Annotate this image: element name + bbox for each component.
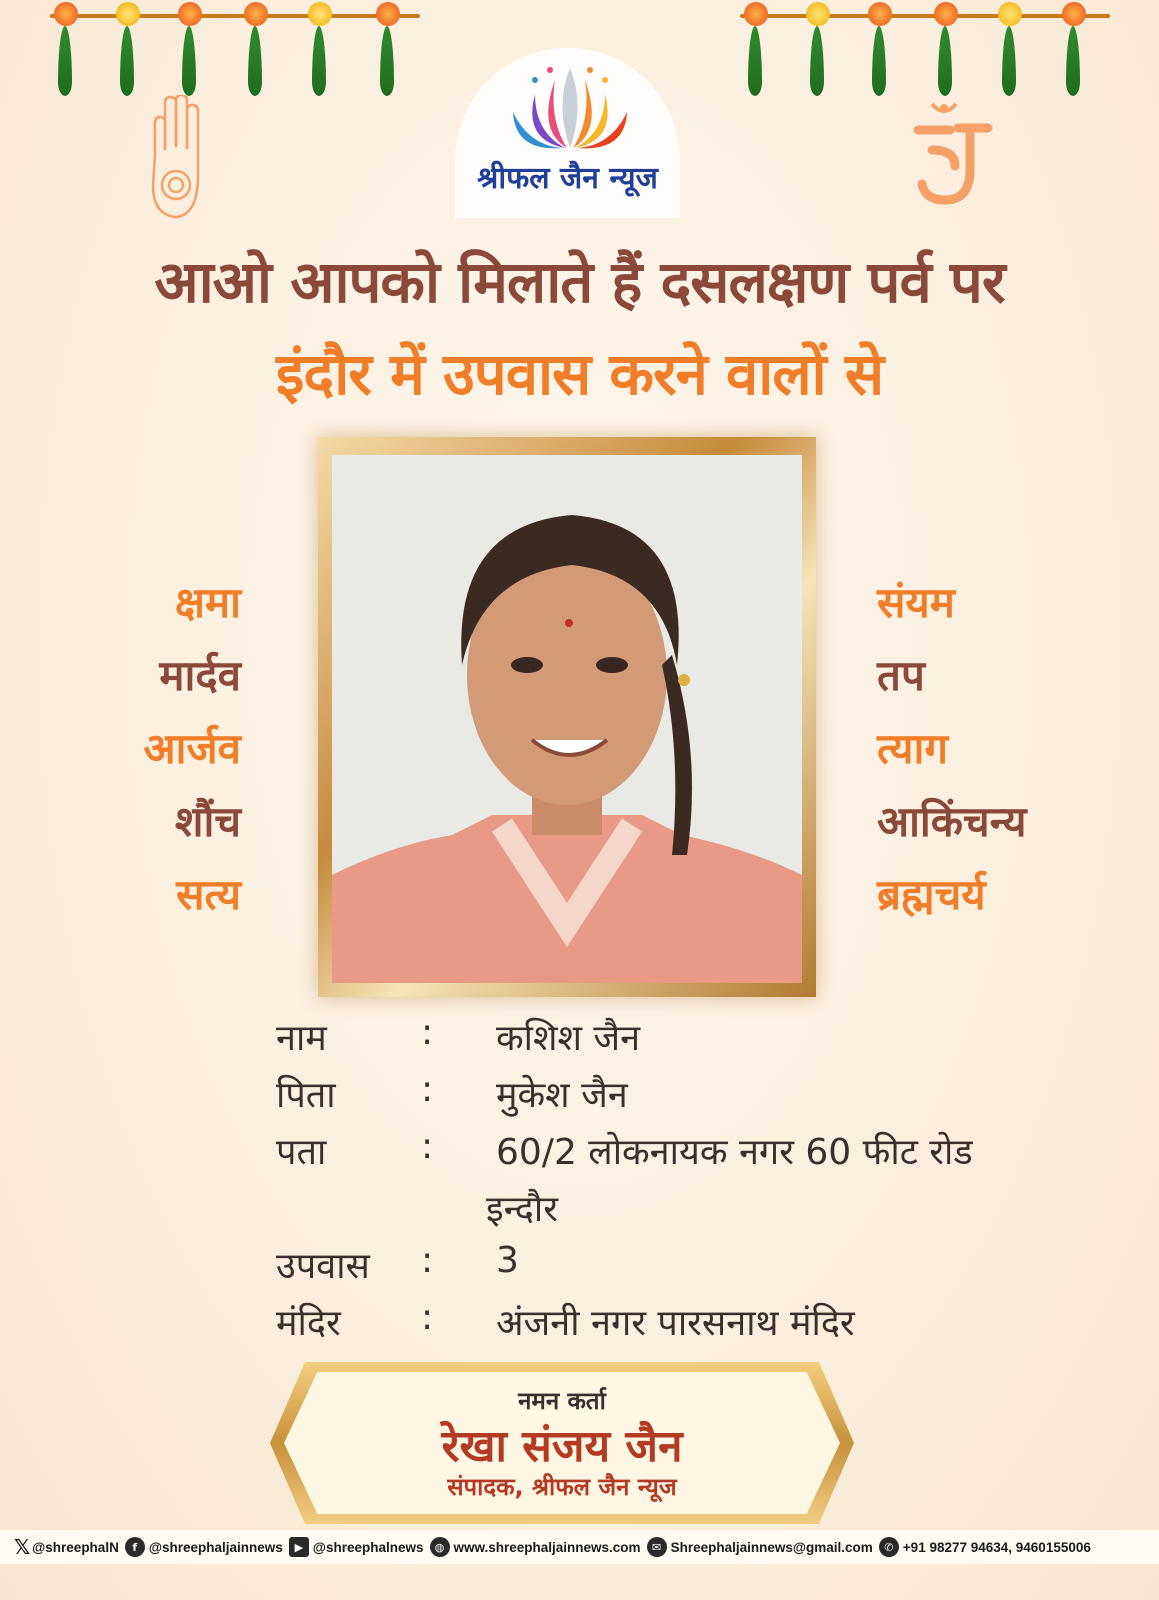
name-label: नाम <box>276 1018 327 1059</box>
logo-text: श्रीफल जैन न्यूज <box>477 161 658 196</box>
footer-twitter[interactable]: 𝕏 @shreephalN <box>14 1535 119 1559</box>
separator: : <box>421 1126 434 1167</box>
virtue-brahmacharya: ब्रह्मचर्य <box>877 870 986 919</box>
separator: : <box>421 1069 434 1110</box>
fast-value: 3 <box>496 1240 519 1281</box>
portrait-photo <box>332 455 802 983</box>
separator: : <box>421 1240 434 1281</box>
name-value: कशिश जैन <box>496 1018 641 1059</box>
temple-label: मंदिर <box>276 1303 341 1344</box>
mail-icon: ✉ <box>647 1537 667 1557</box>
address-label: पता <box>276 1132 327 1173</box>
separator: : <box>421 1012 434 1053</box>
plaque-name: रेखा संजय जैन <box>441 1421 683 1472</box>
father-label: पिता <box>276 1075 336 1116</box>
virtue-aarjav: आर्जव <box>143 724 241 773</box>
garland-left <box>50 0 420 110</box>
facebook-icon: f <box>125 1537 145 1557</box>
address-value-line-1: 60/2 लोकनायक नगर 60 फीट रोड <box>496 1132 973 1173</box>
virtue-kshama: क्षमा <box>174 578 241 627</box>
globe-icon: ◍ <box>430 1537 450 1557</box>
headline-line-1: आओ आपको मिलाते हैं दसलक्षण पर्व पर <box>154 248 1005 316</box>
detail-row-address-cont <box>276 1183 996 1239</box>
detail-row-temple <box>276 1297 996 1353</box>
detail-row-name <box>276 1012 996 1068</box>
fast-label: उपवास <box>276 1246 370 1287</box>
virtue-mardav: मार्दव <box>159 651 241 700</box>
brand-logo <box>455 48 680 208</box>
plaque-designation: संपादक, श्रीफल जैन न्यूज <box>447 1473 677 1501</box>
headline-line-2: इंदौर में उपवास करने वालों से <box>275 340 884 408</box>
virtue-tyag: त्याग <box>877 724 949 773</box>
jain-hand-icon <box>145 95 207 220</box>
footer-facebook[interactable]: f @shreephaljainnews <box>125 1537 283 1557</box>
photo-frame <box>318 437 816 997</box>
virtue-shaunch: शौंच <box>174 797 241 846</box>
virtues-right-list <box>877 566 1026 931</box>
virtue-satya: सत्य <box>176 870 241 919</box>
address-value-line-2: इन्दौर <box>486 1189 558 1230</box>
footer-youtube[interactable]: ▶ @shreephalnews <box>289 1537 424 1557</box>
footer-phone[interactable]: ✆ +91 98277 94634, 9460155006 <box>879 1537 1091 1557</box>
x-icon: 𝕏 <box>14 1535 31 1559</box>
virtue-tap: तप <box>877 651 925 700</box>
footer-contacts <box>0 1530 1159 1564</box>
virtues-left-list <box>144 566 241 931</box>
om-icon <box>910 100 1000 210</box>
phone-icon: ✆ <box>879 1537 899 1557</box>
separator: : <box>421 1297 434 1338</box>
detail-row-fast <box>276 1240 996 1296</box>
detail-row-father <box>276 1069 996 1125</box>
youtube-icon: ▶ <box>289 1537 309 1557</box>
tribute-plaque <box>270 1362 854 1524</box>
detail-row-address <box>276 1126 996 1182</box>
garland-right <box>740 0 1110 110</box>
virtue-aakinchanya: आकिंचन्य <box>877 797 1027 846</box>
footer-website[interactable]: ◍ www.shreephaljainnews.com <box>430 1537 641 1557</box>
lotus-icon <box>505 60 635 150</box>
plaque-caption: नमन कर्ता <box>518 1387 606 1415</box>
virtue-sanyam: संयम <box>877 578 955 627</box>
footer-email[interactable]: ✉ Shreephaljainnews@gmail.com <box>647 1537 873 1557</box>
father-value: मुकेश जैन <box>496 1075 628 1116</box>
temple-value: अंजनी नगर पारसनाथ मंदिर <box>496 1303 855 1344</box>
